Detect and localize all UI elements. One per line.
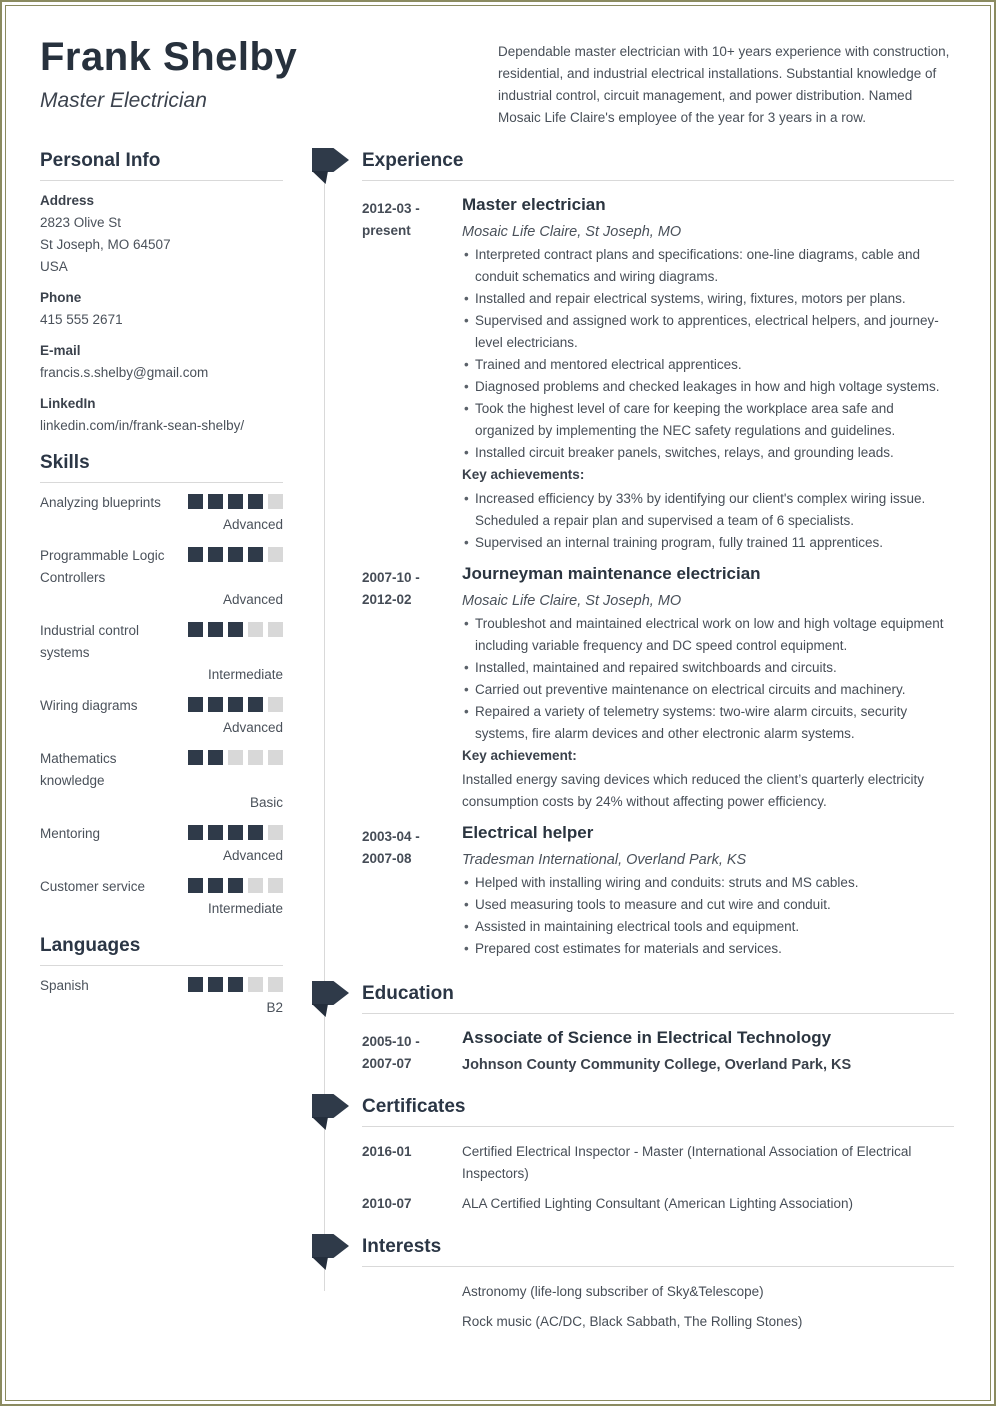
- skill-item: [40, 823, 283, 867]
- candidate-name: Frank Shelby: [40, 35, 298, 79]
- rating-square-filled: [208, 825, 223, 840]
- rating-square-empty: [248, 977, 263, 992]
- skill-rating-bar: [188, 547, 283, 589]
- field-value: USA: [40, 259, 68, 274]
- education-content: [462, 1028, 954, 1075]
- skill-name: Mathematics knowledge: [40, 751, 117, 788]
- field-value: francis.s.shelby@gmail.com: [40, 365, 209, 380]
- personal-info-section: [40, 149, 283, 437]
- field-label: LinkedIn: [40, 396, 96, 411]
- job-dates: [362, 195, 462, 554]
- job-date-from: 2012-03 -: [362, 201, 420, 216]
- rating-square-empty: [268, 697, 283, 712]
- rating-square-filled: [248, 697, 263, 712]
- languages-heading: Languages: [40, 934, 283, 966]
- name-block: [40, 36, 297, 129]
- job-content: [462, 823, 954, 962]
- rating-square-filled: [188, 494, 203, 509]
- key-achievements-label: Key achievements:: [462, 467, 585, 482]
- education-date-from: 2005-10 -: [362, 1034, 420, 1049]
- section-flag-icon: [312, 1094, 349, 1118]
- skill-item: [40, 695, 283, 739]
- skill-name: Industrial control systems: [40, 623, 140, 660]
- experience-entry: [362, 564, 954, 813]
- section-flag-icon: [312, 1234, 349, 1258]
- skill-level-label: Advanced: [222, 592, 283, 607]
- skill-row: [40, 876, 283, 898]
- skill-level-label: Intermediate: [207, 667, 283, 682]
- rating-square-filled: [188, 977, 203, 992]
- skill-rating-bar: [188, 697, 283, 717]
- language-item: [40, 975, 283, 1019]
- rating-square-empty: [268, 750, 283, 765]
- rating-square-filled: [228, 547, 243, 562]
- skill-row: [40, 545, 283, 589]
- skill-level-label: Basic: [249, 795, 283, 810]
- rating-square-filled: [248, 547, 263, 562]
- key-achievements-label: Key achievement:: [462, 748, 577, 763]
- interest-item: Rock music (AC/DC, Black Sabbath, The Rolling Stones): [462, 1314, 803, 1329]
- certificates-heading: Certificates: [362, 1096, 466, 1117]
- job-bullet: • Installed and repair electrical systems, wiring, fixtures, motors per plans.: [462, 288, 954, 310]
- job-bullet: • Supervised and assigned work to apprentices, electrical helpers, and journey-level electricians.: [462, 310, 954, 354]
- education-section: [362, 982, 954, 1075]
- rating-square-filled: [248, 825, 263, 840]
- education-heading: Education: [362, 983, 454, 1004]
- candidate-job-title: Master Electrician: [40, 89, 207, 113]
- skill-rating-bar: [188, 494, 283, 514]
- rating-square-filled: [208, 494, 223, 509]
- field-value: linkedin.com/in/frank-sean-shelby/: [40, 418, 245, 433]
- rating-square-filled: [188, 697, 203, 712]
- job-company: Mosaic Life Claire, St Joseph, MO: [462, 224, 682, 240]
- job-date-to: 2012-02: [362, 592, 412, 607]
- certificate-date: 2010-07: [362, 1196, 412, 1211]
- rating-square-filled: [228, 878, 243, 893]
- job-content: [462, 564, 954, 813]
- skill-row: [40, 748, 283, 792]
- rating-square-empty: [268, 622, 283, 637]
- degree-title: Associate of Science in Electrical Technology: [462, 1028, 832, 1047]
- rating-square-filled: [208, 547, 223, 562]
- job-date-from: 2007-10 -: [362, 570, 420, 585]
- rating-square-filled: [208, 622, 223, 637]
- rating-square-filled: [188, 547, 203, 562]
- rating-square-empty: [248, 622, 263, 637]
- rating-square-filled: [208, 750, 223, 765]
- personal-info-field: [40, 190, 283, 278]
- job-bullet: • Installed circuit breaker panels, switches, relays, and grounding leads.: [462, 442, 954, 464]
- skill-level-label: Advanced: [222, 517, 283, 532]
- skill-rating-bar: [188, 825, 283, 845]
- language-level-label: B2: [266, 1000, 283, 1015]
- achievement-bullet: • Supervised an internal training program, fully trained 11 apprentices.: [462, 532, 954, 554]
- interests-section: [362, 1235, 954, 1333]
- job-date-to: present: [362, 223, 411, 238]
- personal-info-field: [40, 287, 283, 331]
- certificates-section-head: [362, 1095, 954, 1127]
- skill-item: [40, 620, 283, 686]
- job-title: Journeyman maintenance electrician: [462, 564, 761, 583]
- job-title: Electrical helper: [462, 823, 594, 842]
- education-section-head: [362, 982, 954, 1014]
- rating-square-empty: [268, 494, 283, 509]
- achievement-text: Installed energy saving devices which reduced the client’s quarterly electricity consumption costs by 24% without affecting power efficiency.: [462, 772, 924, 809]
- job-date-to: 2007-08: [362, 851, 412, 866]
- skill-rating-bar: [188, 750, 283, 792]
- field-label: E-mail: [40, 343, 81, 358]
- rating-square-filled: [188, 878, 203, 893]
- personal-info-field: [40, 340, 283, 384]
- rating-square-empty: [268, 878, 283, 893]
- job-bullet: • Assisted in maintaining electrical tools and equipment.: [462, 916, 954, 938]
- skill-item: [40, 876, 283, 920]
- job-company: Mosaic Life Claire, St Joseph, MO: [462, 593, 682, 609]
- rating-square-empty: [248, 750, 263, 765]
- experience-section: [362, 149, 954, 962]
- school-name: Johnson County Community College, Overland Park, KS: [462, 1057, 852, 1073]
- experience-entry: [362, 823, 954, 962]
- interest-item: Astronomy (life-long subscriber of Sky&Telescope): [462, 1284, 764, 1299]
- skill-level-label: Advanced: [222, 848, 283, 863]
- job-dates: [362, 823, 462, 962]
- job-dates: [362, 564, 462, 813]
- rating-square-empty: [248, 878, 263, 893]
- field-label: Phone: [40, 290, 82, 305]
- job-bullet: • Carried out preventive maintenance on electrical circuits and machinery.: [462, 679, 954, 701]
- rating-square-filled: [228, 622, 243, 637]
- professional-summary: Dependable master electrician with 10+ years experience with construction, residential, and industrial electrical installations. Substantial knowledge of industrial control, circuit management, and power distribution. Named Mosaic Life Claire's employee of the year for 3 years in a row.: [498, 44, 950, 125]
- skill-name: Analyzing blueprints: [40, 495, 161, 510]
- experience-entry: [362, 195, 954, 554]
- skill-level-label: Advanced: [222, 720, 283, 735]
- section-flag-icon: [312, 148, 349, 172]
- language-row: [40, 975, 283, 997]
- rating-square-filled: [228, 825, 243, 840]
- job-bullet: • Installed, maintained and repaired switchboards and circuits.: [462, 657, 954, 679]
- certificate-date: 2016-01: [362, 1144, 412, 1159]
- education-entry: [362, 1028, 954, 1075]
- skill-item: [40, 492, 283, 536]
- rating-square-filled: [208, 697, 223, 712]
- job-date-from: 2003-04 -: [362, 829, 420, 844]
- rating-square-filled: [208, 977, 223, 992]
- skill-rating-bar: [188, 878, 283, 898]
- skill-name: Wiring diagrams: [40, 698, 138, 713]
- section-flag-icon: [312, 981, 349, 1005]
- job-bullet: • Prepared cost estimates for materials and services.: [462, 938, 954, 960]
- experience-heading: Experience: [362, 150, 464, 171]
- rating-square-empty: [268, 977, 283, 992]
- interests-heading: Interests: [362, 1236, 442, 1257]
- skill-name: Programmable Logic Controllers: [40, 548, 165, 585]
- job-bullet: • Repaired a variety of telemetry systems: two-wire alarm circuits, security systems, fire alarm devices and other electronic alarm systems.: [462, 701, 954, 745]
- interests-section-head: [362, 1235, 954, 1267]
- field-value: 415 555 2671: [40, 312, 123, 327]
- job-company: Tradesman International, Overland Park, KS: [462, 852, 747, 868]
- skills-heading: Skills: [40, 451, 283, 483]
- field-value: St Joseph, MO 64507: [40, 237, 171, 252]
- achievement-bullet-list: [462, 488, 954, 554]
- certificate-text: ALA Certified Lighting Consultant (American Lighting Association): [462, 1196, 853, 1211]
- education-dates: [362, 1028, 462, 1075]
- job-bullet-list: [462, 244, 954, 464]
- job-bullet: • Trained and mentored electrical apprentices.: [462, 354, 954, 376]
- job-bullet-list: [462, 613, 954, 745]
- skill-name: Customer service: [40, 879, 146, 894]
- job-bullet-list: [462, 872, 954, 960]
- job-bullet: • Diagnosed problems and checked leakages in how and high voltage systems.: [462, 376, 954, 398]
- field-value: 2823 Olive St: [40, 215, 122, 230]
- rating-square-empty: [228, 750, 243, 765]
- body-columns: [2, 129, 994, 1404]
- skill-rating-bar: [188, 622, 283, 664]
- job-bullet: • Helped with installing wiring and conduits: struts and MS cables.: [462, 872, 954, 894]
- languages-section: [40, 934, 283, 1019]
- rating-square-filled: [248, 494, 263, 509]
- rating-square-filled: [188, 622, 203, 637]
- rating-square-filled: [188, 825, 203, 840]
- language-name: Spanish: [40, 978, 89, 993]
- job-bullet: • Used measuring tools to measure and cut wire and conduit.: [462, 894, 954, 916]
- job-bullet: • Took the highest level of care for keeping the workplace area safe and organized by implementing the NEC safety regulations and guidelines.: [462, 398, 954, 442]
- job-title: Master electrician: [462, 195, 606, 214]
- skill-row: [40, 492, 283, 514]
- skill-name: Mentoring: [40, 826, 101, 841]
- language-rating-bar: [188, 977, 283, 997]
- job-content: [462, 195, 954, 554]
- rating-square-empty: [268, 825, 283, 840]
- rating-square-empty: [268, 547, 283, 562]
- certificate-entry: [362, 1193, 954, 1215]
- sidebar: [40, 129, 283, 1404]
- personal-info-heading: Personal Info: [40, 149, 283, 181]
- job-bullet: • Troubleshot and maintained electrical work on low and high voltage equipment including variable frequency and DC speed control equipment.: [462, 613, 954, 657]
- rating-square-filled: [188, 750, 203, 765]
- rating-square-filled: [228, 697, 243, 712]
- rating-square-filled: [228, 494, 243, 509]
- rating-square-filled: [208, 878, 223, 893]
- certificates-section: [362, 1095, 954, 1215]
- skill-row: [40, 823, 283, 845]
- experience-section-head: [362, 149, 954, 181]
- certificate-entry: [362, 1141, 954, 1185]
- job-bullet: • Interpreted contract plans and specifications: one-line diagrams, cable and conduit schematics and wiring diagrams.: [462, 244, 954, 288]
- skill-level-label: Intermediate: [207, 901, 283, 916]
- certificate-text: Certified Electrical Inspector - Master (International Association of Electrical Inspectors): [462, 1144, 912, 1181]
- main-column: [308, 129, 954, 1404]
- achievement-bullet: • Increased efficiency by 33% by identifying our client's complex wiring issue. Scheduled a repair plan and supervised a team of 6 specialists.: [462, 488, 954, 532]
- header: [2, 2, 994, 129]
- skill-row: [40, 695, 283, 717]
- skills-section: [40, 451, 283, 920]
- rating-square-filled: [228, 977, 243, 992]
- skill-row: [40, 620, 283, 664]
- education-date-to: 2007-07: [362, 1056, 412, 1071]
- field-label: Address: [40, 193, 95, 208]
- skill-item: [40, 748, 283, 814]
- personal-info-field: [40, 393, 283, 437]
- skill-item: [40, 545, 283, 611]
